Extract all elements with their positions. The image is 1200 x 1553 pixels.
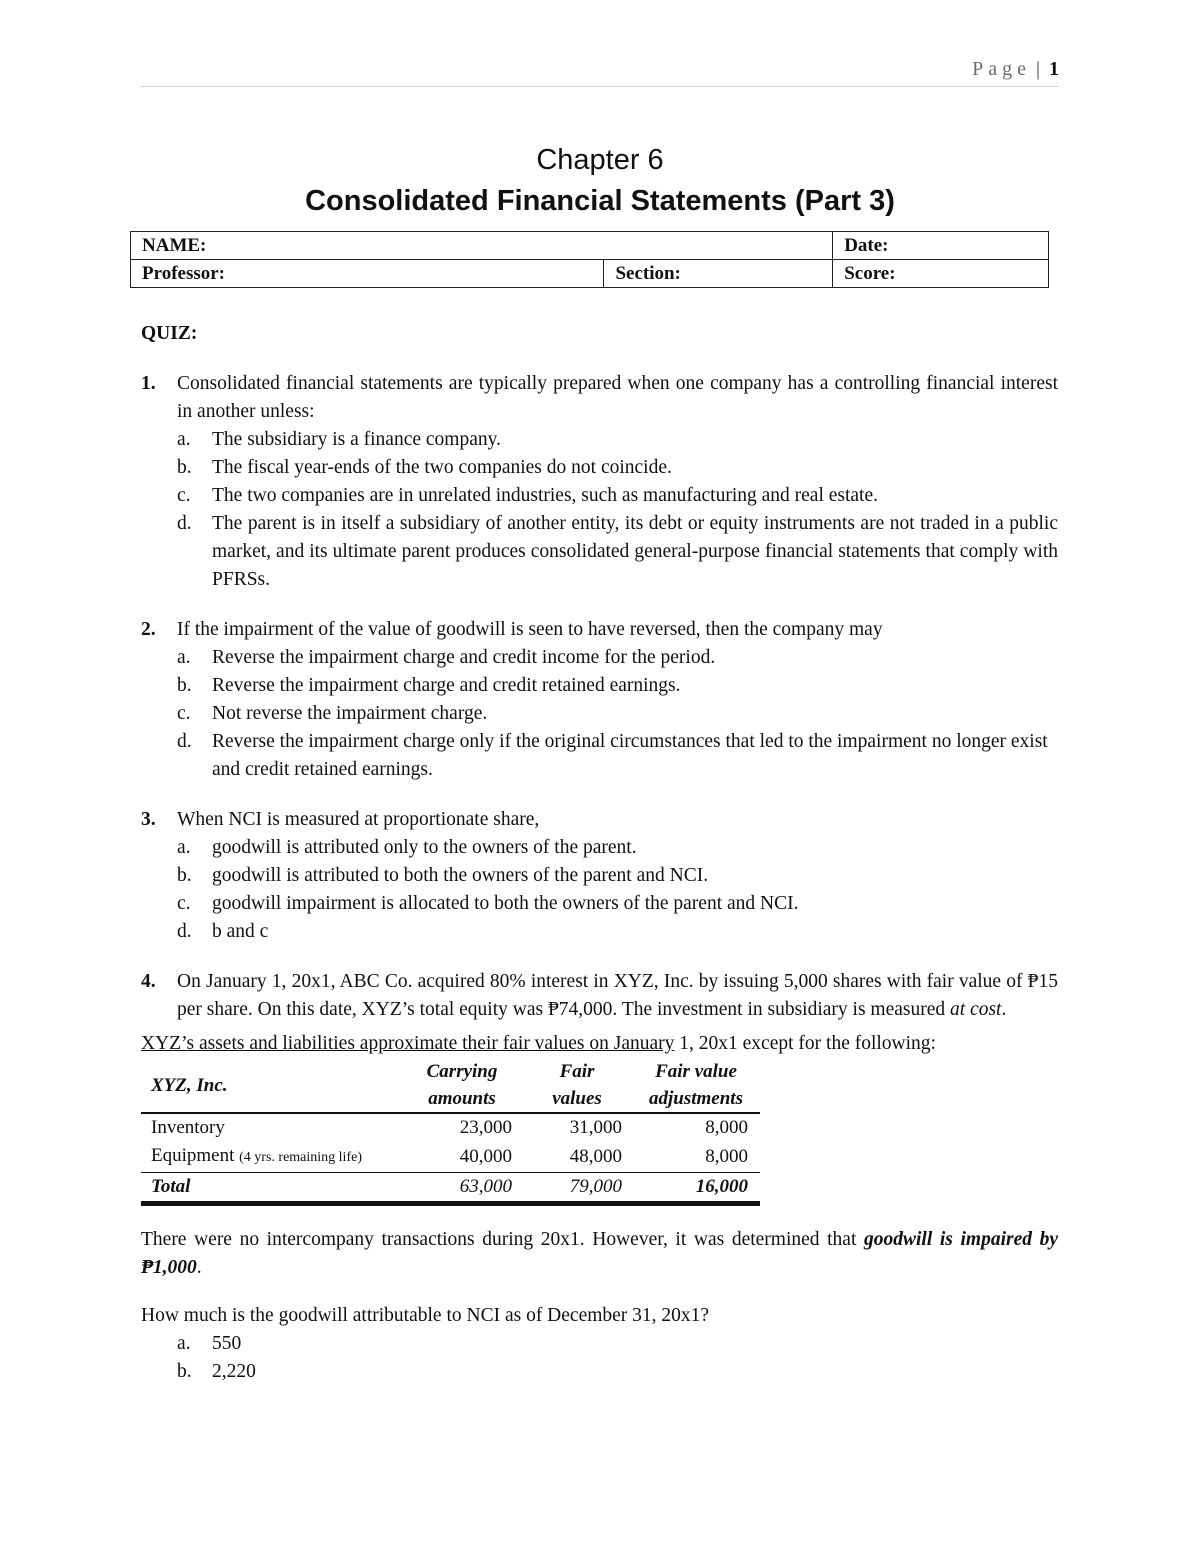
option-text: b and c [212, 921, 269, 942]
option-b[interactable] [177, 1358, 1058, 1386]
option-text: Reverse the impairment charge only if the original circumstances that led to the impairment no longer exist and credit retained earnings. [212, 731, 1048, 780]
option-letter: c. [177, 703, 191, 724]
page-number: 1 [1049, 58, 1059, 80]
option-text: goodwill is attributed to both the owners of the parent and NCI. [212, 865, 709, 886]
professor-field[interactable]: Professor: [131, 260, 604, 288]
option-text: The two companies are in unrelated industries, such as manufacturing and real estate. [212, 485, 879, 506]
total-fair: 79,000 [522, 1173, 632, 1204]
question-number: 4. [141, 971, 156, 992]
option-letter: a. [177, 647, 191, 668]
option-text: Reverse the impairment charge and credit income for the period. [212, 647, 716, 668]
option-text: 550 [212, 1333, 242, 1354]
option-text: goodwill impairment is allocated to both the owners of the parent and NCI. [212, 893, 799, 914]
total-row [141, 1173, 760, 1204]
impairment-paragraph: There were no intercompany transactions during 20x1. However, it was determined that goodwill is impaired by ₱1,000. [141, 1229, 1058, 1278]
option-text: 2,220 [212, 1361, 256, 1382]
fair-value: 31,000 [569, 1117, 622, 1138]
option-letter: b. [177, 1361, 192, 1382]
question-number: 1. [141, 373, 156, 394]
option-c[interactable] [177, 700, 1058, 728]
total-label: Total [141, 1173, 402, 1204]
total-adjustment: 16,000 [632, 1173, 760, 1204]
quiz-heading: QUIZ: [141, 323, 198, 344]
question-3 [141, 806, 1058, 946]
emphasis-text: at cost [950, 999, 1002, 1020]
fair-value: 48,000 [569, 1146, 622, 1167]
carrying-amount: 23,000 [459, 1117, 512, 1138]
question-text: On January 1, 20x1, ABC Co. acquired 80% interest in XYZ, Inc. by issuing 5,000 shares with fair value of ₱15 per share. On this date, XYZ’s total equity was ₱74,000. The investment in subsidiary is measured at cost. [177, 971, 1058, 1020]
option-letter: a. [177, 429, 191, 450]
quiz-content [141, 320, 1058, 1386]
option-b[interactable] [177, 672, 1058, 700]
question-4 [141, 968, 1058, 1024]
question-number: 3. [141, 809, 156, 830]
option-a[interactable] [177, 644, 1058, 672]
option-letter: c. [177, 485, 191, 506]
name-field[interactable]: NAME: [131, 232, 833, 260]
page-label: Page [972, 58, 1031, 80]
option-text: Reverse the impairment charge and credit retained earnings. [212, 675, 681, 696]
chapter-title: Chapter 6 [536, 144, 664, 176]
col-header: adjustments [632, 1085, 760, 1113]
question-1 [141, 370, 1058, 594]
option-text: Not reverse the impairment charge. [212, 703, 488, 724]
col-header: amounts [402, 1085, 522, 1113]
option-letter: b. [177, 865, 192, 886]
emphasis-text: goodwill is impaired by ₱1,000 [141, 1229, 1058, 1278]
option-letter: a. [177, 837, 191, 858]
table-row [141, 1113, 760, 1142]
row-label: Equipment [151, 1145, 235, 1166]
page-header [140, 58, 1059, 87]
question-text: When NCI is measured at proportionate share, [177, 809, 540, 830]
section-field[interactable]: Section: [604, 260, 833, 288]
option-letter: d. [177, 513, 192, 534]
row-label: Inventory [151, 1117, 225, 1138]
option-text: The parent is in itself a subsidiary of another entity, its debt or equity instruments are not traded in a public market, and its ultimate parent produces consolidated general-purpose financial statements that comply with PFRSs. [212, 513, 1058, 590]
option-letter: d. [177, 731, 192, 752]
option-text: The fiscal year-ends of the two companies do not coincide. [212, 457, 672, 478]
option-text: goodwill is attributed only to the owners of the parent. [212, 837, 637, 858]
page-separator: | [1035, 58, 1040, 80]
option-d[interactable] [177, 510, 1058, 594]
option-b[interactable] [177, 862, 1058, 890]
fair-value-intro: XYZ’s assets and liabilities approximate their fair values on January 1, 20x1 except for the following: [141, 1033, 936, 1054]
option-c[interactable] [177, 482, 1058, 510]
document-title: Consolidated Financial Statements (Part 3) [305, 185, 895, 217]
option-letter: c. [177, 893, 191, 914]
fair-value-table [141, 1058, 760, 1206]
col-header: Fair value [655, 1061, 737, 1082]
fair-value-adjustment: 8,000 [705, 1117, 748, 1138]
total-carrying: 63,000 [402, 1173, 522, 1204]
row-note: (4 yrs. remaining life) [239, 1150, 362, 1165]
question-2 [141, 616, 1058, 784]
student-info-table [130, 231, 1049, 288]
question-text: If the impairment of the value of goodwill is seen to have reversed, then the company may [177, 619, 883, 640]
option-a[interactable] [177, 1330, 1058, 1358]
option-b[interactable] [177, 454, 1058, 482]
carrying-amount: 40,000 [459, 1146, 512, 1167]
fair-value-adjustment: 8,000 [705, 1146, 748, 1167]
option-letter: a. [177, 1333, 191, 1354]
option-letter: b. [177, 457, 192, 478]
col-header: Fair [559, 1061, 595, 1082]
option-letter: d. [177, 921, 192, 942]
option-d[interactable] [177, 728, 1058, 784]
question-number: 2. [141, 619, 156, 640]
date-field[interactable]: Date: [833, 232, 1049, 260]
col-header: Carrying [426, 1061, 498, 1082]
option-text: The subsidiary is a finance company. [212, 429, 501, 450]
option-letter: b. [177, 675, 192, 696]
table-row [141, 1142, 760, 1173]
option-a[interactable] [177, 834, 1058, 862]
table-entity-header: XYZ, Inc. [141, 1058, 402, 1113]
question-text: Consolidated financial statements are typically prepared when one company has a controlling financial interest in another unless: [177, 373, 1058, 422]
option-d[interactable] [177, 918, 1058, 946]
score-field[interactable]: Score: [833, 260, 1049, 288]
option-a[interactable] [177, 426, 1058, 454]
col-header: values [522, 1085, 632, 1113]
goodwill-nci-question: How much is the goodwill attributable to NCI as of December 31, 20x1? [141, 1305, 710, 1326]
option-c[interactable] [177, 890, 1058, 918]
